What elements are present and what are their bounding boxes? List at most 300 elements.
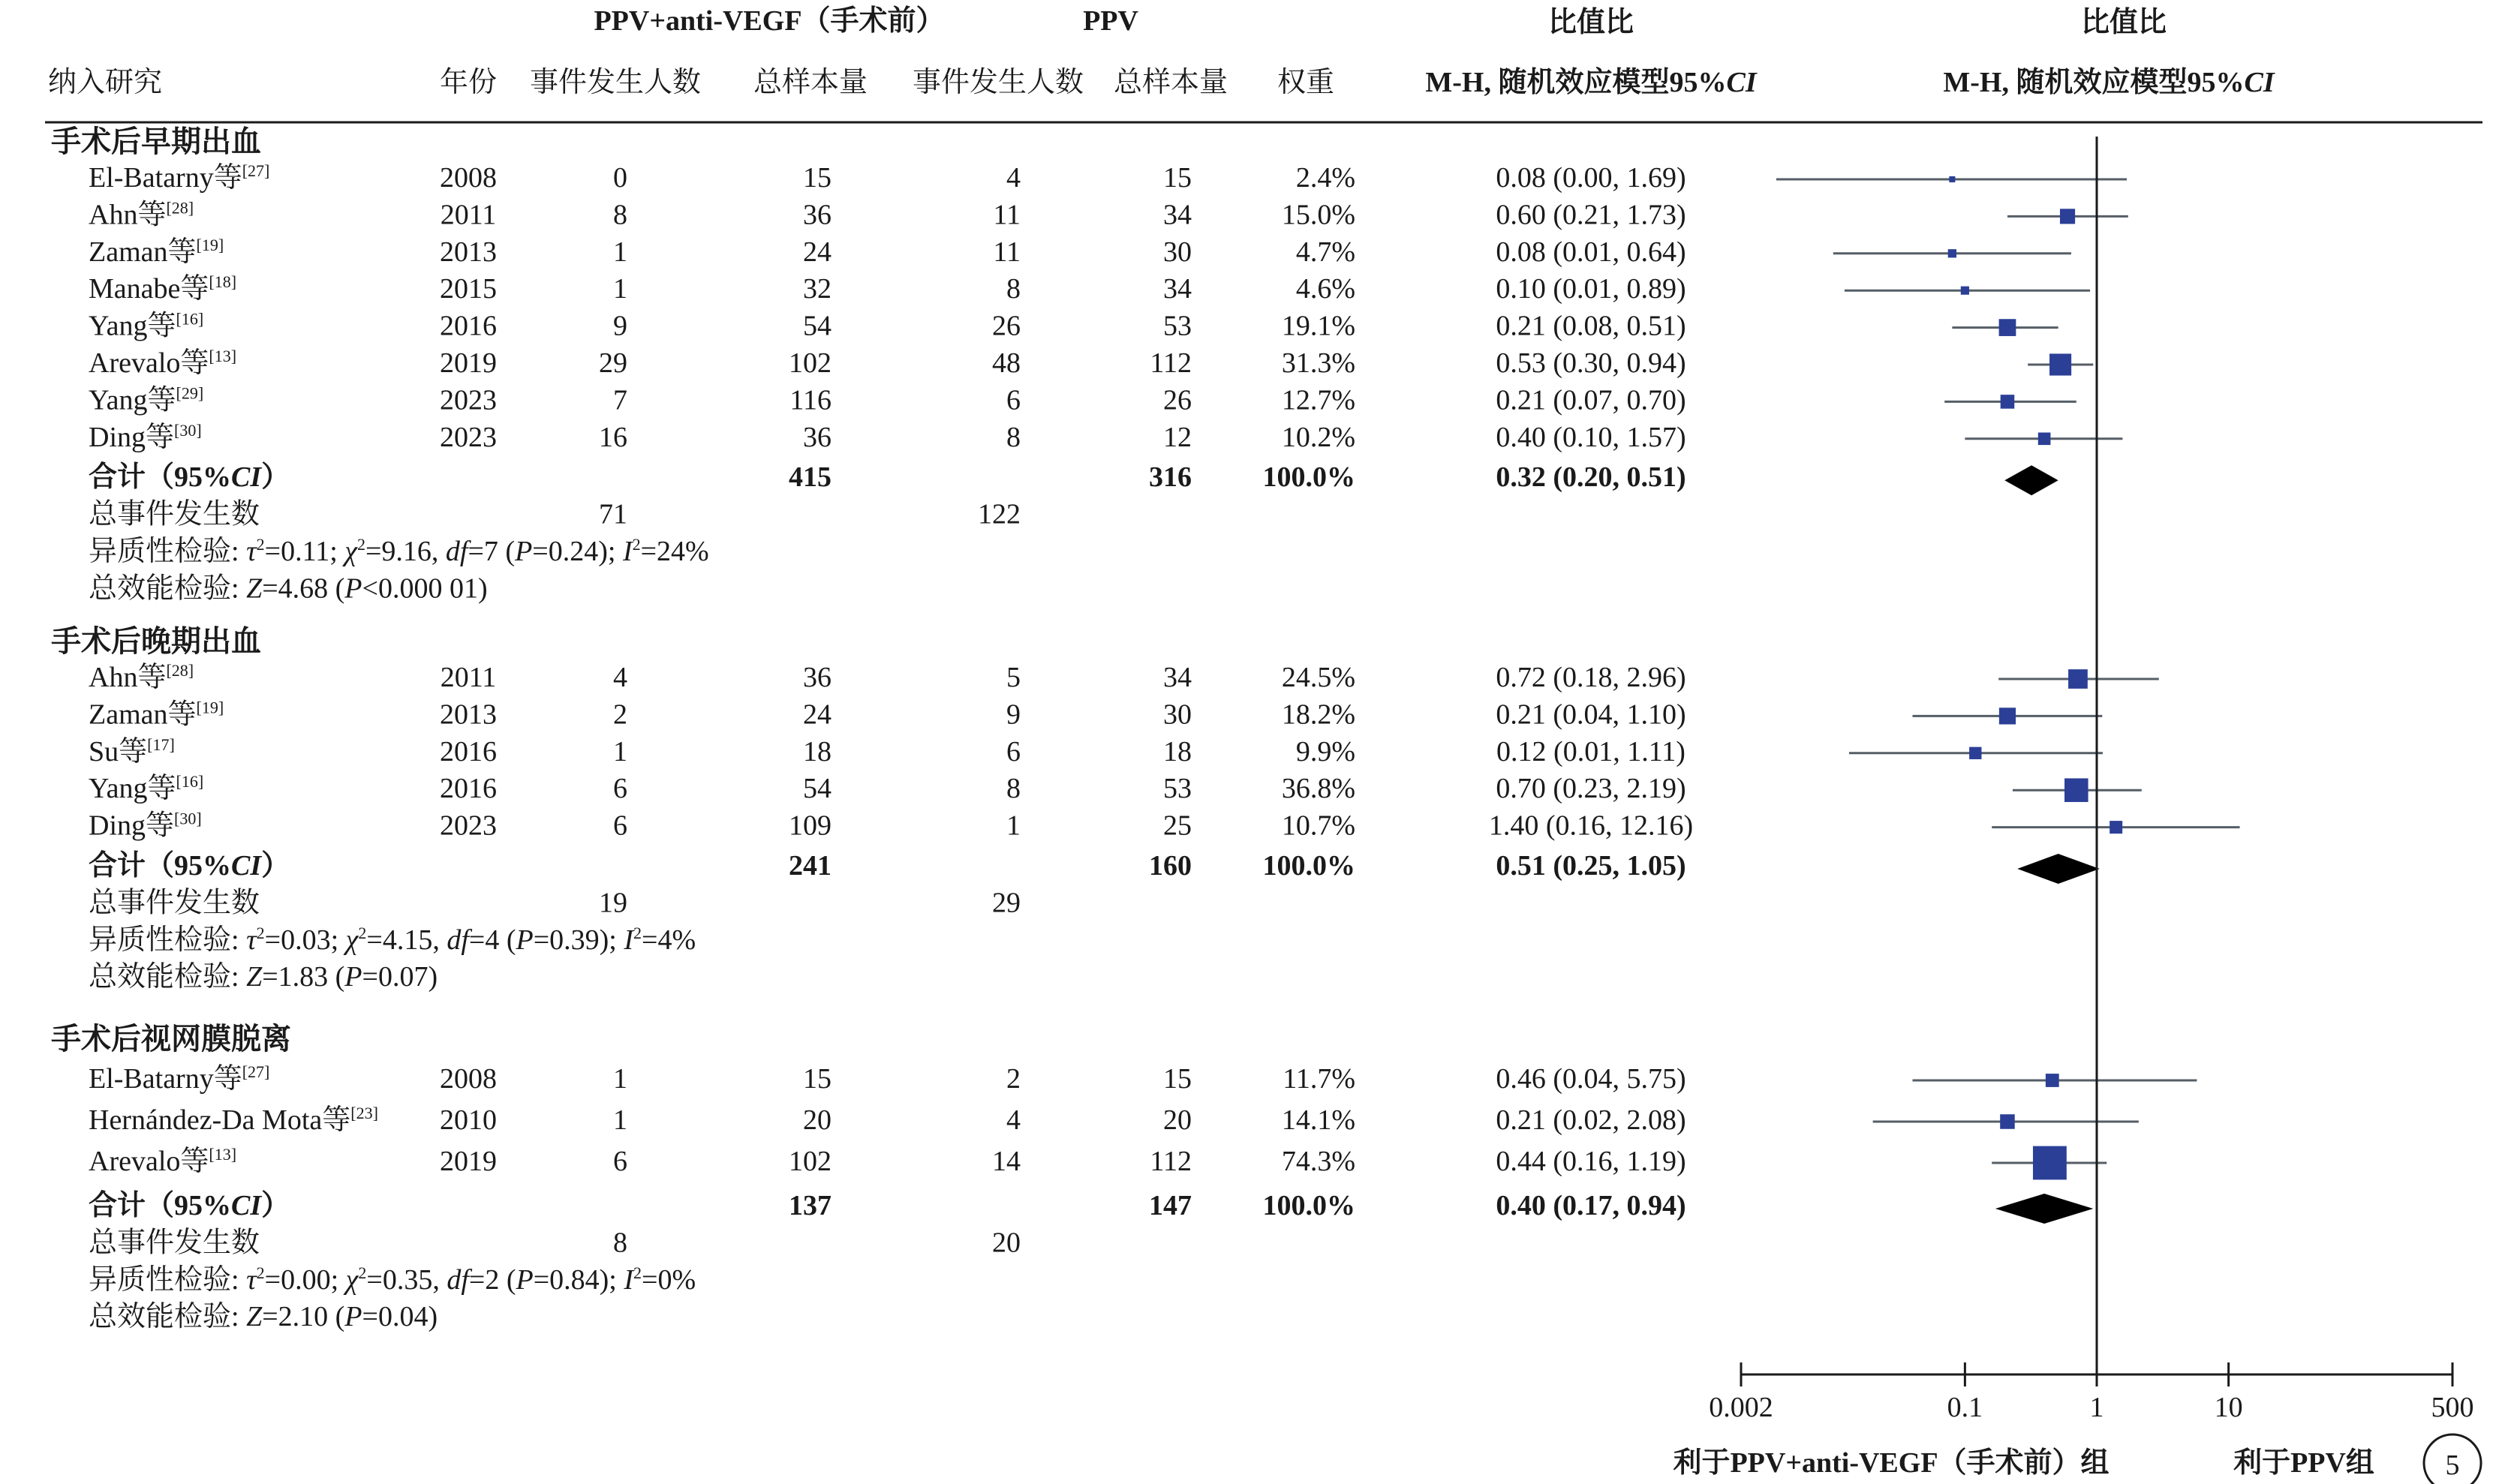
study-or-ci: 0.70 (0.23, 2.19) bbox=[1496, 773, 1686, 805]
overall-p-value: =0.07) bbox=[362, 961, 438, 993]
study-year: 2011 bbox=[440, 662, 497, 693]
study-total2: 18 bbox=[1163, 735, 1192, 768]
study-name-text: Yang等 bbox=[89, 310, 176, 342]
header bbox=[45, 5, 2482, 122]
study-total2: 26 bbox=[1163, 384, 1192, 416]
study-year: 2008 bbox=[440, 162, 497, 194]
study-total2: 15 bbox=[1163, 162, 1192, 194]
total-events-label: 总事件发生数 bbox=[89, 498, 260, 530]
study-marker bbox=[2064, 778, 2088, 802]
tau2-value: =0.11; bbox=[264, 536, 345, 567]
study-name bbox=[89, 810, 202, 842]
study-events2: 2 bbox=[1006, 1063, 1021, 1095]
i-sup: 2 bbox=[633, 923, 642, 942]
total-label bbox=[89, 1190, 290, 1221]
overall-effect-test bbox=[89, 1301, 438, 1332]
table-rows bbox=[51, 125, 1693, 1332]
z-value: =2.10 ( bbox=[262, 1301, 345, 1333]
overall-p-symbol: P bbox=[344, 1301, 362, 1333]
study-or-ci: 0.44 (0.16, 1.19) bbox=[1496, 1146, 1686, 1177]
col-study-header: 纳入研究 bbox=[48, 67, 163, 98]
study-year: 2011 bbox=[440, 199, 497, 231]
col-total1-header: 总样本量 bbox=[753, 67, 868, 98]
study-name-text: Manabe等 bbox=[89, 273, 209, 305]
study-events1: 29 bbox=[599, 347, 627, 379]
plot-method-ci: CI bbox=[2244, 67, 2275, 98]
study-weight: 24.5% bbox=[1281, 662, 1355, 693]
tau-symbol: τ bbox=[246, 924, 257, 956]
study-or-ci: 0.53 (0.30, 0.94) bbox=[1496, 347, 1686, 379]
total-label-ci: CI bbox=[231, 1190, 262, 1221]
study-weight: 36.8% bbox=[1281, 773, 1355, 805]
i-symbol: I bbox=[622, 536, 633, 567]
study-events1: 1 bbox=[613, 273, 627, 305]
study-name-text: El-Batarny等 bbox=[89, 1063, 242, 1095]
study-total1: 18 bbox=[803, 735, 831, 768]
study-events1: 7 bbox=[613, 384, 627, 416]
study-weight: 11.7% bbox=[1283, 1063, 1355, 1095]
section-title: 手术后晚期出血 bbox=[51, 624, 261, 658]
pooled-diamond bbox=[2017, 854, 2099, 884]
df-value: =7 ( bbox=[468, 536, 516, 567]
section-title: 手术后早期出血 bbox=[51, 125, 261, 158]
study-events1: 8 bbox=[613, 199, 627, 231]
tau-symbol: τ bbox=[246, 536, 257, 567]
study-events2: 4 bbox=[1006, 1104, 1021, 1136]
study-total1: 20 bbox=[803, 1104, 831, 1136]
z-symbol: Z bbox=[246, 572, 263, 605]
study-events1: 6 bbox=[613, 773, 627, 805]
study-weight: 9.9% bbox=[1295, 735, 1355, 768]
study-events1: 1 bbox=[613, 236, 627, 268]
study-events1: 0 bbox=[613, 162, 627, 194]
total-n1: 415 bbox=[789, 461, 831, 494]
study-marker bbox=[2001, 395, 2015, 409]
study-name-text: Ding等 bbox=[89, 810, 175, 842]
study-or-ci: 0.21 (0.07, 0.70) bbox=[1496, 384, 1686, 416]
favours-left-label: 利于PPV+anti-VEGF（手术前）组 bbox=[1673, 1447, 2110, 1479]
study-events2: 11 bbox=[993, 236, 1021, 268]
tau2-value: =0.03; bbox=[264, 924, 346, 956]
study-weight: 10.2% bbox=[1281, 421, 1355, 453]
total-n2: 316 bbox=[1149, 461, 1192, 494]
total-n1: 137 bbox=[789, 1190, 831, 1221]
study-name bbox=[89, 1145, 236, 1177]
study-ref: [16] bbox=[176, 309, 204, 329]
total-events-label: 总事件发生数 bbox=[89, 1227, 260, 1259]
study-or-ci: 0.60 (0.21, 1.73) bbox=[1496, 199, 1686, 231]
tau-sup: 2 bbox=[256, 1263, 265, 1282]
study-name-text: Zaman等 bbox=[89, 698, 197, 731]
study-or-ci: 0.72 (0.18, 2.96) bbox=[1496, 662, 1686, 693]
chi2-value: =0.35, bbox=[366, 1263, 447, 1296]
total-label bbox=[89, 461, 290, 493]
chi-symbol: χ bbox=[345, 924, 359, 956]
study-ref: [13] bbox=[209, 1145, 237, 1164]
study-name bbox=[89, 772, 203, 804]
study-name bbox=[89, 698, 224, 730]
study-total1: 36 bbox=[803, 421, 831, 453]
study-ref: [30] bbox=[174, 420, 202, 440]
total-or-ci: 0.32 (0.20, 0.51) bbox=[1496, 461, 1686, 494]
study-events1: 1 bbox=[613, 1063, 627, 1095]
total-or-ci: 0.51 (0.25, 1.05) bbox=[1496, 850, 1686, 882]
study-or-ci: 1.40 (0.16, 12.16) bbox=[1488, 810, 1694, 842]
i-sup: 2 bbox=[633, 1263, 642, 1282]
overall-p-symbol: P bbox=[344, 572, 362, 605]
study-total2: 34 bbox=[1163, 662, 1192, 693]
study-ref: [29] bbox=[176, 383, 204, 403]
tau2-value: =0.00; bbox=[264, 1263, 346, 1296]
plot-area bbox=[1776, 137, 2240, 1374]
heterogeneity-test bbox=[89, 924, 696, 956]
study-name-text: El-Batarny等 bbox=[89, 162, 242, 194]
study-marker bbox=[1999, 319, 2016, 336]
study-year: 2016 bbox=[440, 773, 497, 805]
study-marker bbox=[2033, 1146, 2067, 1180]
total-label-text: 合计（95% bbox=[89, 461, 232, 494]
study-year: 2013 bbox=[440, 236, 497, 268]
study-events1: 1 bbox=[613, 1104, 627, 1136]
or-column-method bbox=[1425, 67, 1757, 98]
study-ref: [19] bbox=[196, 235, 224, 254]
study-or-ci: 0.08 (0.00, 1.69) bbox=[1496, 162, 1686, 194]
df-value: =2 ( bbox=[468, 1263, 516, 1296]
axis-tick-label: 500 bbox=[2431, 1392, 2474, 1423]
study-name bbox=[89, 1104, 378, 1136]
study-or-ci: 0.12 (0.01, 1.11) bbox=[1496, 735, 1686, 768]
study-events2: 8 bbox=[1006, 421, 1021, 453]
study-total2: 25 bbox=[1163, 810, 1192, 842]
study-ref: [30] bbox=[174, 809, 202, 828]
chi2-value: =9.16, bbox=[365, 536, 446, 567]
tau-sup: 2 bbox=[256, 535, 265, 554]
plot-column-title: 比值比 bbox=[2080, 7, 2167, 38]
study-marker bbox=[2038, 432, 2051, 445]
study-year: 2019 bbox=[440, 347, 497, 379]
study-events2: 5 bbox=[1006, 662, 1021, 693]
total-events2: 122 bbox=[978, 498, 1021, 530]
study-events1: 16 bbox=[599, 421, 627, 453]
study-ref: [18] bbox=[209, 272, 237, 292]
total-n2: 147 bbox=[1149, 1190, 1192, 1221]
study-name bbox=[89, 198, 194, 230]
pooled-diamond bbox=[1995, 1194, 2093, 1224]
i2-value: =0% bbox=[642, 1263, 696, 1296]
study-year: 2023 bbox=[440, 810, 497, 842]
total-events2: 20 bbox=[992, 1227, 1021, 1259]
df-value: =4 ( bbox=[468, 924, 516, 956]
study-weight: 18.2% bbox=[1281, 698, 1355, 731]
overall-p-symbol: P bbox=[344, 961, 362, 993]
study-marker bbox=[2068, 669, 2088, 689]
study-weight: 12.7% bbox=[1281, 384, 1355, 416]
col-total2-header: 总样本量 bbox=[1113, 67, 1228, 98]
tau-sup: 2 bbox=[256, 923, 265, 942]
heterogeneity-test bbox=[89, 1263, 696, 1296]
study-total2: 53 bbox=[1163, 310, 1192, 342]
study-marker bbox=[2000, 1114, 2015, 1129]
study-total1: 36 bbox=[803, 199, 831, 231]
heterogeneity-prefix: 异质性检验: bbox=[89, 536, 247, 567]
study-total1: 116 bbox=[789, 384, 831, 416]
study-total2: 112 bbox=[1150, 1146, 1192, 1177]
study-events2: 26 bbox=[992, 310, 1021, 342]
study-marker bbox=[1949, 176, 1955, 182]
col-weight-header: 权重 bbox=[1277, 67, 1335, 98]
study-total2: 30 bbox=[1163, 236, 1192, 268]
study-name bbox=[89, 347, 236, 379]
study-total1: 36 bbox=[803, 662, 831, 693]
study-total1: 54 bbox=[803, 310, 831, 342]
x-axis bbox=[1673, 1362, 2481, 1484]
study-name-text: Su等 bbox=[89, 735, 148, 768]
study-events1: 6 bbox=[613, 810, 627, 842]
axis-tick-label: 0.002 bbox=[1709, 1392, 1773, 1423]
col-events1-header: 事件发生人数 bbox=[529, 67, 702, 98]
study-year: 2010 bbox=[440, 1104, 497, 1136]
study-name bbox=[89, 236, 224, 268]
study-ref: [17] bbox=[147, 734, 175, 754]
study-total1: 24 bbox=[803, 236, 831, 268]
study-or-ci: 0.21 (0.08, 0.51) bbox=[1496, 310, 1686, 342]
study-events1: 2 bbox=[613, 698, 627, 731]
study-year: 2023 bbox=[440, 421, 497, 453]
study-year: 2015 bbox=[440, 273, 497, 305]
axis-tick-label: 0.1 bbox=[1947, 1392, 1983, 1423]
study-weight: 4.6% bbox=[1295, 273, 1355, 305]
p-value: =0.39); bbox=[533, 924, 624, 956]
total-events-label: 总事件发生数 bbox=[89, 887, 260, 919]
study-events2: 1 bbox=[1006, 810, 1021, 842]
study-marker bbox=[2060, 209, 2075, 224]
study-ref: [13] bbox=[209, 347, 237, 365]
study-name-text: Arevalo等 bbox=[89, 347, 209, 379]
overall-p-value: <0.000 01) bbox=[362, 572, 488, 605]
study-total2: 15 bbox=[1163, 1063, 1192, 1095]
total-label-ci: CI bbox=[231, 850, 262, 882]
p-value: =0.84); bbox=[533, 1263, 624, 1296]
df-symbol: df bbox=[447, 1263, 469, 1296]
study-marker bbox=[1948, 249, 1956, 257]
study-events2: 4 bbox=[1006, 162, 1021, 194]
study-or-ci: 0.10 (0.01, 0.89) bbox=[1496, 273, 1686, 305]
study-name-text: Zaman等 bbox=[89, 236, 197, 268]
study-marker bbox=[2049, 353, 2071, 375]
tau-symbol: τ bbox=[246, 1263, 257, 1296]
col-year-header: 年份 bbox=[439, 67, 498, 98]
group1-header: PPV+anti-VEGF（手术前） bbox=[594, 5, 945, 37]
study-events2: 9 bbox=[1006, 698, 1021, 731]
study-name bbox=[89, 661, 194, 693]
total-n2: 160 bbox=[1149, 850, 1192, 882]
study-name bbox=[89, 1062, 269, 1095]
total-label-text: 合计（95% bbox=[89, 850, 232, 882]
study-name bbox=[89, 421, 202, 453]
chi-sup: 2 bbox=[356, 535, 365, 554]
study-ref: [23] bbox=[350, 1104, 378, 1122]
or-method-ci: CI bbox=[1726, 67, 1757, 98]
p-symbol: P bbox=[516, 924, 534, 956]
study-events1: 9 bbox=[613, 310, 627, 342]
study-events2: 48 bbox=[992, 347, 1021, 379]
study-marker bbox=[2110, 821, 2122, 834]
study-ref: [16] bbox=[176, 772, 204, 792]
total-events2: 29 bbox=[992, 887, 1021, 919]
p-symbol: P bbox=[515, 536, 533, 567]
total-label-ci: CI bbox=[231, 461, 262, 494]
overall-p-value: =0.04) bbox=[362, 1301, 438, 1333]
total-weight: 100.0% bbox=[1262, 850, 1355, 882]
study-name bbox=[89, 310, 203, 342]
z-symbol: Z bbox=[246, 961, 263, 993]
i2-value: =4% bbox=[642, 924, 696, 956]
study-total2: 112 bbox=[1150, 347, 1192, 379]
study-total2: 34 bbox=[1163, 199, 1192, 231]
study-total1: 109 bbox=[789, 810, 831, 842]
study-total1: 32 bbox=[803, 273, 831, 305]
study-total2: 30 bbox=[1163, 698, 1192, 731]
study-events2: 11 bbox=[993, 199, 1021, 231]
study-total1: 15 bbox=[803, 162, 831, 194]
study-total1: 24 bbox=[803, 698, 831, 731]
study-ref: [28] bbox=[166, 661, 194, 680]
total-events1: 8 bbox=[613, 1227, 627, 1259]
study-ref: [27] bbox=[242, 161, 270, 180]
i2-value: =24% bbox=[640, 536, 709, 567]
study-name bbox=[89, 383, 203, 416]
plot-method-text: M-H, 随机效应模型95% bbox=[1943, 67, 2245, 98]
study-name-text: Ahn等 bbox=[89, 199, 167, 231]
study-total2: 12 bbox=[1163, 421, 1192, 453]
study-events2: 8 bbox=[1006, 273, 1021, 305]
study-or-ci: 0.46 (0.04, 5.75) bbox=[1496, 1063, 1686, 1095]
study-total1: 15 bbox=[803, 1063, 831, 1095]
section-title: 手术后视网膜脱离 bbox=[51, 1022, 291, 1056]
study-events2: 14 bbox=[992, 1146, 1021, 1177]
plot-column-method bbox=[1943, 67, 2275, 98]
total-label-end: ） bbox=[261, 1190, 290, 1221]
overall-effect-test bbox=[89, 572, 488, 604]
study-total1: 102 bbox=[789, 1146, 831, 1177]
study-year: 2023 bbox=[440, 384, 497, 416]
total-label-end: ） bbox=[261, 461, 290, 494]
study-events2: 8 bbox=[1006, 773, 1021, 805]
study-name-text: Ahn等 bbox=[89, 662, 167, 693]
axis-tick-label: 10 bbox=[2214, 1392, 2243, 1423]
z-value: =1.83 ( bbox=[262, 961, 345, 993]
study-events2: 6 bbox=[1006, 384, 1021, 416]
p-symbol: P bbox=[516, 1263, 534, 1296]
col-events2-header: 事件发生人数 bbox=[912, 67, 1084, 98]
study-year: 2016 bbox=[440, 310, 497, 342]
study-year: 2016 bbox=[440, 735, 497, 768]
study-weight: 31.3% bbox=[1281, 347, 1355, 379]
study-name bbox=[89, 272, 236, 305]
study-or-ci: 0.40 (0.10, 1.57) bbox=[1496, 421, 1686, 453]
study-weight: 14.1% bbox=[1281, 1104, 1355, 1136]
study-name-text: Arevalo等 bbox=[89, 1146, 209, 1177]
study-or-ci: 0.08 (0.01, 0.64) bbox=[1496, 236, 1686, 268]
total-label-text: 合计（95% bbox=[89, 1190, 232, 1221]
study-marker bbox=[2046, 1074, 2059, 1087]
study-year: 2019 bbox=[440, 1146, 497, 1177]
study-or-ci: 0.21 (0.04, 1.10) bbox=[1496, 698, 1686, 731]
study-marker bbox=[1969, 747, 1981, 759]
df-symbol: df bbox=[447, 924, 469, 956]
heterogeneity-prefix: 异质性检验: bbox=[89, 924, 247, 956]
overall-prefix: 总效能检验: bbox=[89, 961, 247, 993]
chi-sup: 2 bbox=[358, 923, 367, 942]
study-weight: 15.0% bbox=[1281, 199, 1355, 231]
study-name-text: Yang等 bbox=[89, 384, 176, 416]
chi-sup: 2 bbox=[358, 1263, 367, 1282]
study-events1: 4 bbox=[613, 662, 627, 693]
total-label-end: ） bbox=[261, 850, 290, 882]
study-marker bbox=[1999, 707, 2016, 724]
study-total2: 20 bbox=[1163, 1104, 1192, 1136]
or-method-text: M-H, 随机效应模型95% bbox=[1425, 67, 1727, 98]
p-value: =0.24); bbox=[532, 536, 623, 567]
study-name bbox=[89, 161, 269, 194]
heterogeneity-prefix: 异质性检验: bbox=[89, 1263, 247, 1296]
study-ref: [27] bbox=[242, 1062, 270, 1081]
i-symbol: I bbox=[624, 924, 634, 956]
total-events1: 19 bbox=[599, 887, 627, 919]
study-total1: 54 bbox=[803, 773, 831, 805]
study-weight: 19.1% bbox=[1281, 310, 1355, 342]
study-weight: 10.7% bbox=[1281, 810, 1355, 842]
total-label bbox=[89, 850, 290, 882]
overall-prefix: 总效能检验: bbox=[89, 1301, 247, 1333]
study-year: 2008 bbox=[440, 1063, 497, 1095]
study-events2: 6 bbox=[1006, 735, 1021, 768]
total-n1: 241 bbox=[789, 850, 831, 882]
study-name bbox=[89, 735, 175, 768]
df-symbol: df bbox=[445, 536, 468, 567]
study-name-text: Yang等 bbox=[89, 773, 176, 805]
i-sup: 2 bbox=[632, 535, 641, 554]
total-weight: 100.0% bbox=[1262, 461, 1355, 494]
i-symbol: I bbox=[624, 1263, 634, 1296]
chi-symbol: χ bbox=[345, 1263, 359, 1296]
z-value: =4.68 ( bbox=[262, 572, 345, 605]
study-weight: 2.4% bbox=[1295, 162, 1355, 194]
favours-right-label: 利于PPV组 bbox=[2233, 1447, 2374, 1479]
study-total2: 34 bbox=[1163, 273, 1192, 305]
study-ref: [19] bbox=[196, 698, 224, 717]
group2-header: PPV bbox=[1083, 5, 1138, 37]
study-events1: 6 bbox=[613, 1146, 627, 1177]
total-or-ci: 0.40 (0.17, 0.94) bbox=[1496, 1190, 1686, 1221]
study-or-ci: 0.21 (0.02, 2.08) bbox=[1496, 1104, 1686, 1136]
study-weight: 74.3% bbox=[1281, 1146, 1355, 1177]
figure-number: 5 bbox=[2445, 1449, 2460, 1481]
study-year: 2013 bbox=[440, 698, 497, 731]
study-name-text: Hernández-Da Mota等 bbox=[89, 1104, 351, 1136]
pooled-diamond bbox=[2004, 465, 2058, 495]
chi-symbol: χ bbox=[344, 536, 357, 567]
or-column-title: 比值比 bbox=[1547, 7, 1634, 38]
overall-prefix: 总效能检验: bbox=[89, 572, 247, 605]
study-ref: [28] bbox=[166, 198, 194, 218]
study-events1: 1 bbox=[613, 735, 627, 768]
study-marker bbox=[1961, 287, 1969, 295]
study-name-text: Ding等 bbox=[89, 421, 175, 453]
heterogeneity-test bbox=[89, 535, 709, 567]
axis-tick-label: 1 bbox=[2089, 1392, 2104, 1423]
overall-effect-test bbox=[89, 961, 438, 993]
